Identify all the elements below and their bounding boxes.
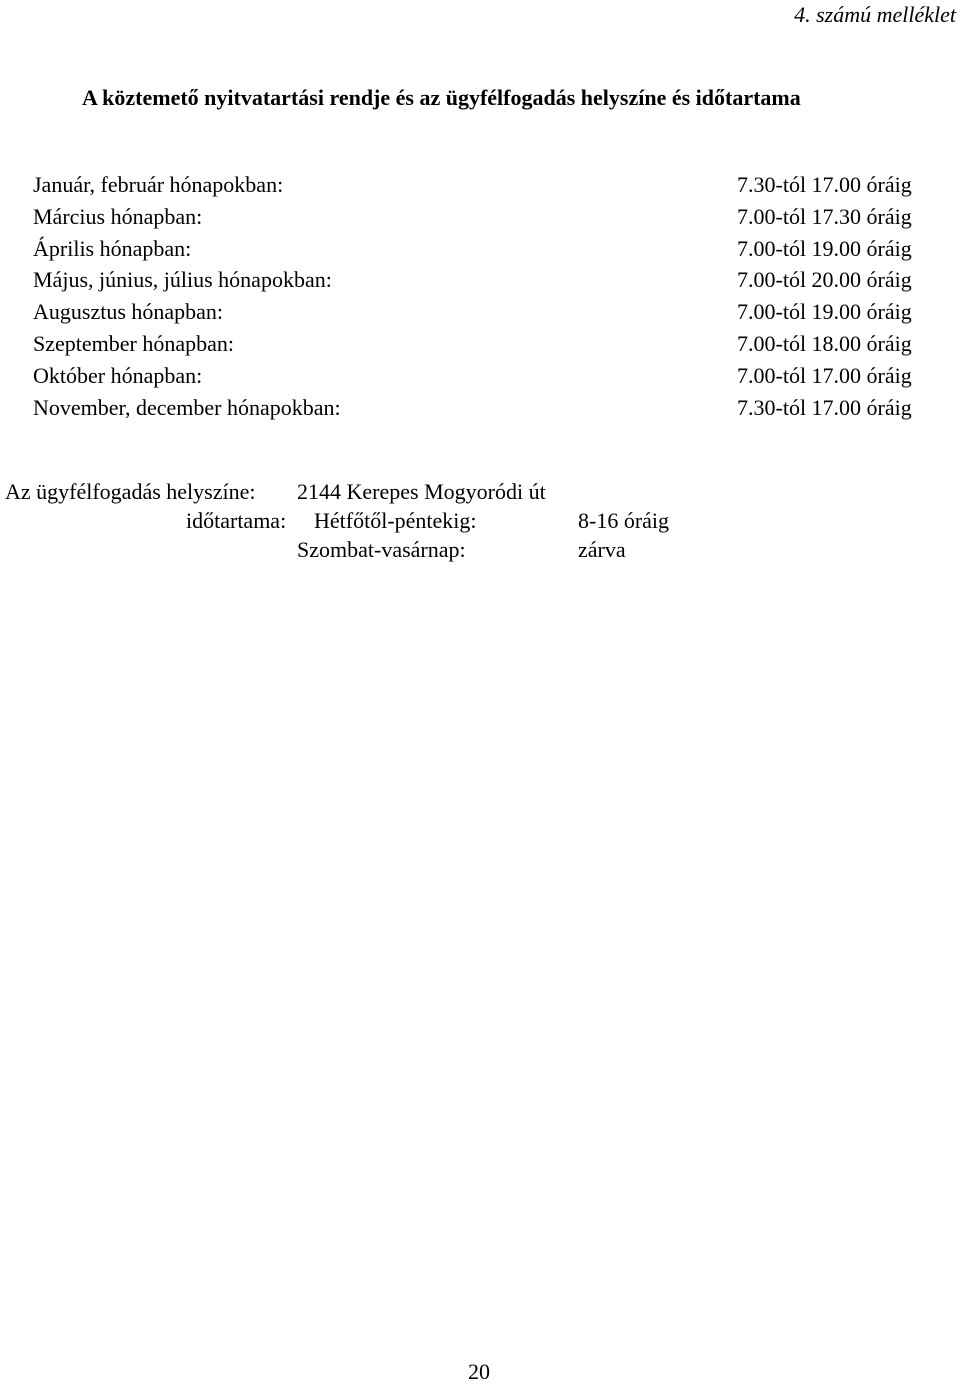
opening-hours-row	[33, 201, 938, 233]
hours-value: 7.00-tól 17.00 óráig	[737, 362, 912, 388]
service-duration-label: időtartama:	[186, 508, 287, 533]
opening-hours-row	[33, 169, 938, 201]
page-number: 20	[468, 1359, 490, 1384]
service-location-value: 2144 Kerepes Mogyoródi út	[297, 479, 546, 504]
opening-hours-row	[33, 264, 938, 296]
opening-hours-list	[33, 169, 938, 423]
hours-value: 7.00-tól 19.00 óráig	[737, 299, 912, 325]
opening-hours-row	[33, 392, 938, 424]
opening-hours-row	[33, 328, 938, 360]
weekday-label: Hétfőtől-péntekig:	[314, 508, 477, 533]
service-location-label: Az ügyfélfogadás helyszíne:	[5, 479, 256, 504]
hours-value: 7.00-tól 20.00 óráig	[737, 267, 912, 293]
weekend-hours: zárva	[578, 537, 626, 562]
weekend-label: Szombat-vasárnap:	[297, 537, 466, 562]
hours-value: 7.30-tól 17.00 óráig	[737, 394, 912, 420]
period-label: Május, június, július hónapokban:	[33, 267, 332, 293]
page-title: A köztemető nyitvatartási rendje és az ügyfélfogadás helyszíne és időtartama	[82, 85, 801, 110]
opening-hours-row	[33, 233, 938, 265]
hours-value: 7.30-tól 17.00 óráig	[737, 172, 912, 197]
hours-value: 7.00-tól 18.00 óráig	[737, 330, 912, 356]
period-label: Március hónapban:	[33, 203, 203, 229]
period-label: Október hónapban:	[33, 362, 203, 388]
opening-hours-row	[33, 296, 938, 328]
hours-value: 7.00-tól 19.00 óráig	[737, 235, 912, 261]
annex-label: 4. számú melléklet	[794, 2, 956, 27]
period-label: Április hónapban:	[33, 235, 192, 261]
opening-hours-row	[33, 360, 938, 392]
period-label: Január, február hónapokban:	[33, 172, 284, 197]
weekday-hours: 8-16 óráig	[578, 508, 670, 533]
period-label: November, december hónapokban:	[33, 394, 341, 420]
period-label: Augusztus hónapban:	[33, 299, 224, 325]
hours-value: 7.00-tól 17.30 óráig	[737, 203, 912, 229]
period-label: Szeptember hónapban:	[33, 330, 234, 356]
